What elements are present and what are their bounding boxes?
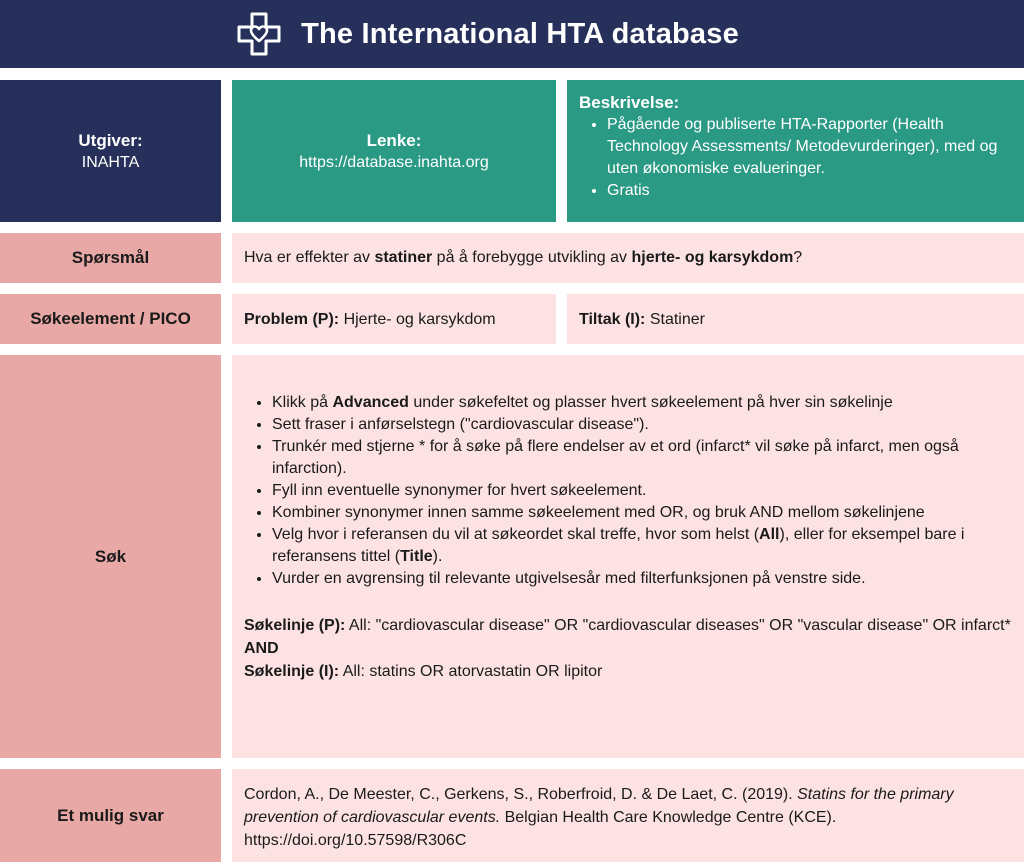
link-label: Lenke: — [366, 130, 422, 150]
heart-cross-logo-icon — [235, 10, 283, 58]
question-label-cell — [0, 233, 221, 283]
description-label: Beskrivelse: — [579, 93, 680, 112]
link-value[interactable]: https://database.inahta.org — [299, 153, 489, 171]
search-label-cell — [0, 355, 221, 758]
search-tip: • Klikk på Advanced under søkefeltet og plasser hvert søkeelement på hver sin søkelinje — [272, 392, 1016, 414]
description-cell — [567, 80, 1024, 222]
search-cell — [232, 355, 1024, 758]
description-list — [579, 114, 1010, 202]
publisher-label: Utgiver: — [78, 130, 143, 150]
answer-doi — [244, 829, 1012, 852]
question-text: Hva er effekter av statiner på å forebygge utvikling av hjerte- og karsykdom? — [244, 249, 803, 266]
search-tip: • Kombiner synonymer innen samme søkeelement med OR, og bruk AND mellom søkelinjene — [272, 502, 1016, 524]
publisher-cell — [0, 80, 221, 222]
search-line-p: Søkelinje (P): All: "cardiovascular disease" OR "cardiovascular diseases" OR "vascular disease" OR infarct* — [244, 617, 1011, 634]
pico-label-cell — [0, 294, 221, 344]
search-line-i: Søkelinje (I): All: statins OR atorvastatin OR lipitor — [244, 663, 603, 680]
search-tip: • Fyll inn eventuelle synonymer for hvert søkeelement. — [272, 480, 1016, 502]
doi-link[interactable]: https://doi.org/10.57598/R306C — [244, 832, 467, 849]
link-cell — [232, 80, 556, 222]
publisher-value: INAHTA — [81, 153, 140, 171]
problem-text: Problem (P): Hjerte- og karsykdom — [244, 311, 496, 328]
description-item: • Pågående og publiserte HTA-Rapporter (Health Technology Assessments/ Metodevurderinger), med og uten økonomiske evalueringer. — [607, 114, 1010, 180]
description-item: • Gratis — [607, 180, 1010, 202]
search-and: AND — [244, 640, 279, 657]
header-banner — [0, 0, 1024, 68]
intervention-text: Tiltak (I): Statiner — [579, 311, 705, 328]
page-title: The International HTA database — [301, 17, 739, 50]
search-label: Søk — [94, 546, 127, 566]
search-tip: • Vurder en avgrensing til relevante utgivelsesår med filterfunksjonen på venstre side. — [272, 568, 1016, 590]
answer-cell — [232, 769, 1024, 862]
answer-reference: Cordon, A., De Meester, C., Gerkens, S., Roberfroid, D. & De Laet, C. (2019). Statins for the primary prevention of cardiovascular events. Belgian Health Care Knowledge Centre (KCE). — [244, 786, 954, 826]
answer-label: Et mulig svar — [57, 805, 164, 825]
problem-cell — [232, 294, 556, 344]
search-tip: • Sett fraser i anførselstegn ("cardiovascular disease"). — [272, 414, 1016, 436]
question-label: Spørsmål — [71, 248, 150, 267]
search-tip: • Trunkér med stjerne * for å søke på flere endelser av et ord (infarct* vil søke på infarct, men også infarction). — [272, 436, 1016, 480]
question-cell — [232, 233, 1024, 283]
intervention-cell — [567, 294, 1024, 344]
answer-label-cell — [0, 769, 221, 862]
search-tip: • Velg hvor i referansen du vil at søkeordet skal treffe, hvor som helst (All), eller for eksempel bare i referansens tittel (Title). — [272, 524, 1016, 568]
pico-label: Søkeelement / PICO — [30, 309, 191, 328]
search-tips-list — [244, 392, 1016, 590]
